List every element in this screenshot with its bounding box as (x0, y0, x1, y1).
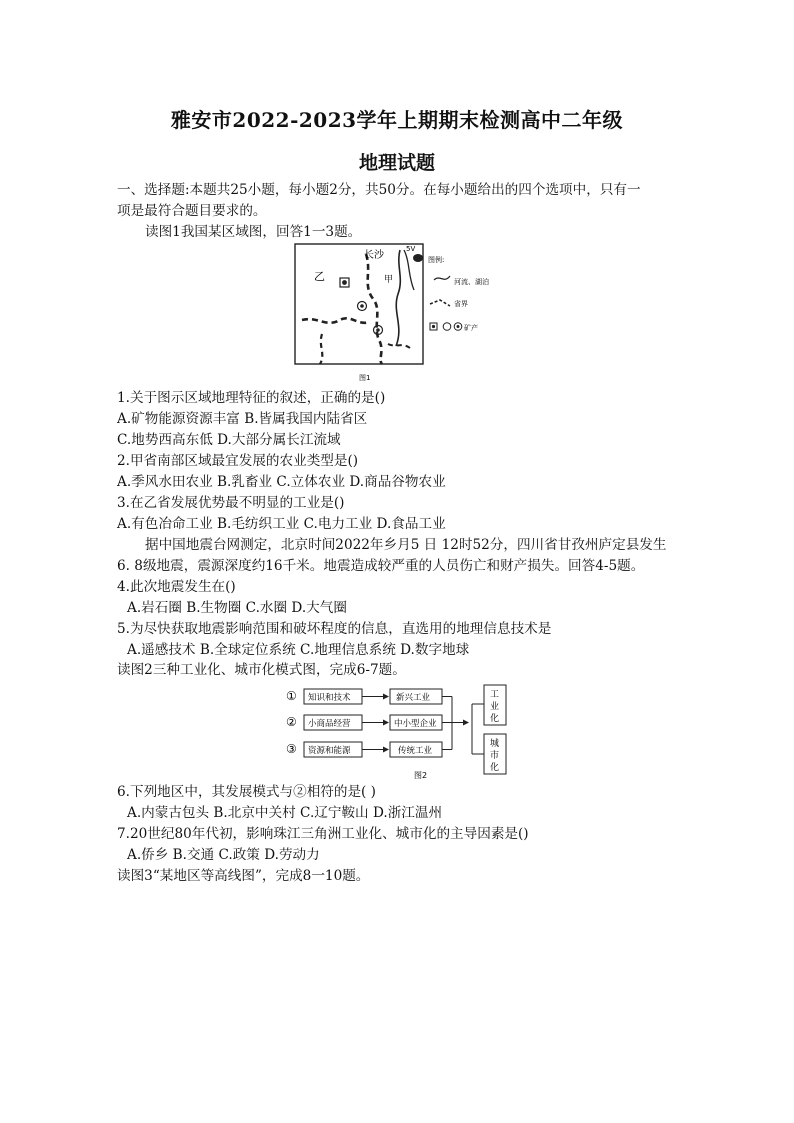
question-1: 1.关于图示区域地理特征的叙述，正确的是() (117, 390, 386, 406)
question-4: 4.此次地震发生在() (117, 579, 236, 595)
question-3: 3.在乙省发展优势最不明显的工业是() (117, 495, 345, 511)
row3-left-box: 资源和能源 (308, 746, 351, 756)
section-instructions-line1: 一、选择题:本题共25小题，每小题2分，共50分。在每小题给出的四个选项中，只有一 (117, 182, 641, 198)
legend-mineral-icon (430, 323, 462, 331)
question-5: 5.为尽快获取地震影响范围和破坏程度的信息，直选用的地理信息技术是 (117, 621, 552, 637)
figure2-caption: 图2 (414, 771, 428, 780)
row1-number: ① (286, 689, 297, 703)
read-figure1-prompt: 读图1我国某区域图，回答1一3题。 (145, 224, 362, 240)
exam-title: 雅安市2022-2023学年上期期末检测高中二年级 (170, 108, 624, 132)
question-1-options-cd: C.地势西高东低 D.大部分属长江流域 (117, 432, 341, 448)
legend-border-label: 省界 (454, 300, 468, 308)
figure1-map (292, 242, 522, 387)
output-top-char2: 业 (490, 702, 500, 712)
row2-left-box: 小商品经营 (308, 719, 351, 729)
question-5-options: A.遥感技术 B.全球定位系统 C.地理信息系统 D.数字地球 (127, 642, 470, 658)
map-corner-mark: 5V (406, 245, 416, 253)
output-bottom-char1: 城 (490, 739, 500, 749)
question-1-options-ab: A.矿物能源资源丰富 B.皆属我国内陆省区 (117, 411, 368, 427)
read-figure3-prompt: 读图3“某地区等高线图”，完成8一10题。 (117, 868, 370, 884)
mineral-symbol-icon (340, 278, 349, 287)
legend-title: 图例: (428, 256, 445, 264)
read-figure2-prompt: 读图2三种工业化、城市化模式图，完成6-7题。 (117, 662, 406, 678)
row2-number: ② (286, 715, 297, 729)
legend-mineral-label: 矿产 (464, 324, 478, 332)
question-7: 7.20世纪80年代初，影响珠江三角洲工业化、城市化的主导因素是() (117, 826, 529, 842)
row1-left-box: 知识和技术 (308, 693, 351, 703)
row2-right-box: 中小型企业 (394, 719, 437, 729)
section-instructions-line2: 项是最符合题目要求的。 (117, 203, 267, 219)
earthquake-paragraph-line2: 6. 8级地震，震源深度约16千米。地震造成较严重的人员伤亡和财产损失。回答4-5题。 (117, 558, 645, 574)
output-bottom-char2: 市 (490, 751, 500, 761)
question-7-options: A.侨乡 B.交通 C.政策 D.劳动力 (127, 847, 320, 863)
map-label-jia: 甲 (384, 275, 394, 285)
question-4-options: A.岩石圈 B.生物圈 C.水圈 D.大气圈 (127, 600, 347, 616)
output-bottom-char3: 化 (490, 763, 500, 773)
map-label-yi: 乙 (314, 270, 325, 283)
exam-subject: 地理试题 (358, 152, 435, 174)
output-top-char3: 化 (490, 714, 500, 724)
legend-river-icon (434, 276, 450, 280)
mineral-symbol-icon (358, 302, 367, 311)
row3-right-box: 传统工业 (398, 746, 433, 756)
question-2: 2.甲省南部区域最宜发展的农业类型是() (117, 453, 359, 469)
question-2-options: A.季风水田农业 B.乳畜业 C.立体农业 D.商品谷物农业 (117, 474, 446, 490)
question-6: 6.下列地区中，其发展模式与②相符的是( ) (117, 784, 376, 800)
legend-border-icon (430, 300, 450, 306)
row3-number: ③ (286, 742, 297, 756)
question-6-options: A.内蒙古包头 B.北京中关村 C.辽宁鞍山 D.浙江温州 (127, 805, 443, 821)
earthquake-paragraph-line1: 据中国地震台网测定，北京时间2022年乡月5 日 12时52分，四川省甘孜州庐定县发生 (145, 537, 667, 553)
map-label-changsha: 长沙 (364, 250, 384, 261)
question-3-options: A.有色冶命工业 B.毛纺织工业 C.电力工业 D.食品工业 (117, 516, 446, 532)
figure2-diagram (282, 684, 522, 782)
row1-right-box: 新兴工业 (396, 693, 431, 703)
legend-river-label: 河流、湖泊 (454, 278, 489, 286)
figure1-caption: 图1 (359, 374, 371, 382)
output-top-char1: 工 (490, 690, 500, 700)
